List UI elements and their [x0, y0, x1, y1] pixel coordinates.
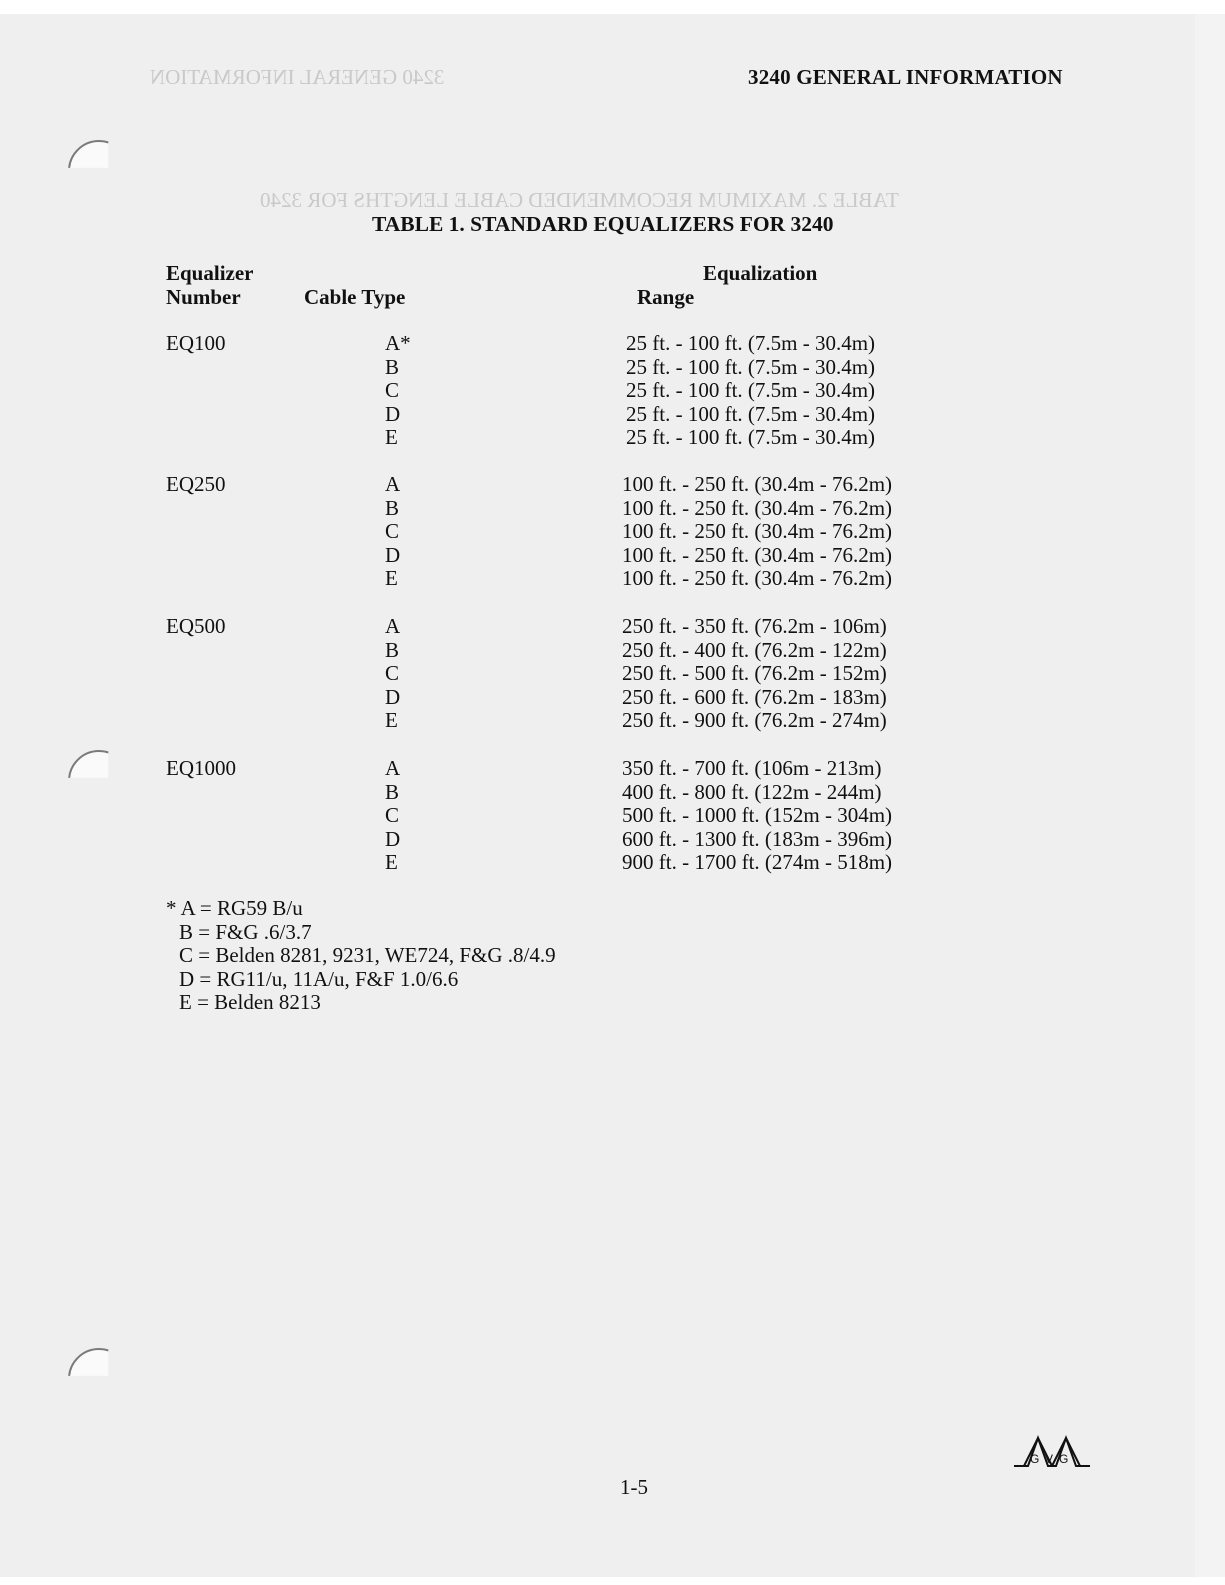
footnote-line: D = RG11/u, 11A/u, F&F 1.0/6.6: [179, 966, 459, 991]
cable-type-cell: B: [385, 354, 400, 379]
range-cell: 25 ft. - 100 ft. (7.5m - 30.4m): [626, 401, 876, 426]
gvg-logo-icon: [1010, 1432, 1094, 1472]
range-cell: 100 ft. - 250 ft. (30.4m - 76.2m): [622, 495, 893, 520]
column-header-range: Range: [637, 285, 695, 309]
equalizer-number: EQ250: [166, 472, 226, 496]
cable-type-cell: D: [385, 684, 401, 709]
range-cell: 400 ft. - 800 ft. (122m - 244m): [622, 779, 882, 804]
range-cell: 900 ft. - 1700 ft. (274m - 518m): [622, 850, 893, 874]
cable-type-cell: A: [385, 756, 401, 780]
binder-hole-bottom: [68, 1348, 130, 1410]
cable-type-cell: B: [385, 779, 400, 804]
range-list: [622, 473, 892, 591]
column-header-equalizer-number: Equalizer Number: [166, 261, 254, 309]
range-cell: 25 ft. - 100 ft. (7.5m - 30.4m): [626, 354, 876, 379]
cable-type-cell: C: [385, 803, 400, 827]
footnote-line: B = F&G .6/3.7: [179, 919, 312, 944]
range-cell: 250 ft. - 400 ft. (76.2m - 122m): [622, 637, 887, 662]
range-cell: 100 ft. - 250 ft. (30.4m - 76.2m): [622, 472, 893, 496]
range-cell: 250 ft. - 600 ft. (76.2m - 183m): [622, 684, 887, 709]
cable-type-footnotes: [166, 897, 556, 1015]
cable-type-cell: D: [385, 542, 401, 567]
cable-type-cell: D: [385, 826, 401, 851]
cable-type-cell: D: [385, 401, 401, 426]
column-header-cable-type: Cable Type: [304, 285, 406, 309]
cable-type-cell: C: [385, 661, 400, 685]
cable-type-list: [385, 473, 400, 591]
cable-type-cell: E: [385, 566, 398, 590]
cable-type-cell: A: [385, 614, 401, 638]
bleed-through-text: TABLE 2. MAXIMUM RECOMMENDED CABLE LENGTHS FOR 3240: [260, 188, 899, 212]
range-cell: 350 ft. - 700 ft. (106m - 213m): [622, 756, 882, 780]
column-header-equalization: Equalization: [703, 261, 818, 285]
svg-text:G: G: [1059, 1452, 1069, 1466]
footnote-line: * A = RG59 B/u: [166, 896, 303, 920]
range-cell: 250 ft. - 350 ft. (76.2m - 106m): [622, 614, 887, 638]
svg-text:G: G: [1030, 1452, 1040, 1466]
top-margin-strip: [0, 0, 1225, 14]
cable-type-cell: C: [385, 519, 400, 543]
equalizer-number: EQ500: [166, 614, 226, 638]
equalizer-number: EQ1000: [166, 756, 236, 780]
footnote-line: E = Belden 8213: [179, 990, 321, 1014]
footnote-line: C = Belden 8281, 9231, WE724, F&G .8/4.9: [179, 943, 556, 967]
bottom-margin-strip: [0, 1577, 1225, 1585]
range-cell: 500 ft. - 1000 ft. (152m - 304m): [622, 803, 893, 827]
range-cell: 250 ft. - 500 ft. (76.2m - 152m): [622, 661, 887, 685]
cable-type-cell: B: [385, 495, 400, 520]
cable-type-list: [385, 332, 411, 450]
page-header: 3240 GENERAL INFORMATION: [748, 65, 1063, 89]
cable-type-list: [385, 757, 400, 875]
cable-type-cell: E: [385, 850, 398, 874]
range-list: [622, 757, 892, 875]
cable-type-cell: E: [385, 708, 398, 732]
bleed-through-text: 3240 GENERAL INFORMATION: [150, 65, 445, 89]
cable-type-cell: E: [385, 425, 398, 449]
company-logo: [1010, 1432, 1094, 1477]
binder-hole-top: [68, 140, 130, 202]
cable-type-cell: A*: [385, 331, 411, 355]
cable-type-cell: C: [385, 378, 400, 402]
table-title: TABLE 1. STANDARD EQUALIZERS FOR 3240: [372, 212, 834, 236]
range-cell: 100 ft. - 250 ft. (30.4m - 76.2m): [622, 542, 893, 567]
cable-type-cell: B: [385, 637, 400, 662]
range-cell: 100 ft. - 250 ft. (30.4m - 76.2m): [622, 566, 893, 590]
equalizer-number: EQ100: [166, 331, 226, 355]
binder-hole-middle: [68, 750, 130, 812]
cable-type-cell: A: [385, 472, 401, 496]
range-cell: 100 ft. - 250 ft. (30.4m - 76.2m): [622, 519, 893, 543]
range-list: [626, 332, 875, 450]
range-cell: 600 ft. - 1300 ft. (183m - 396m): [622, 826, 893, 851]
range-cell: 25 ft. - 100 ft. (7.5m - 30.4m): [626, 425, 876, 449]
range-cell: 25 ft. - 100 ft. (7.5m - 30.4m): [626, 378, 876, 402]
right-margin-strip: [1195, 14, 1225, 1585]
range-cell: 250 ft. - 900 ft. (76.2m - 274m): [622, 708, 887, 732]
range-cell: 25 ft. - 100 ft. (7.5m - 30.4m): [626, 331, 876, 355]
range-list: [622, 615, 887, 733]
cable-type-list: [385, 615, 400, 733]
svg-text:V: V: [1045, 1452, 1054, 1466]
page-number: 1-5: [620, 1475, 648, 1499]
